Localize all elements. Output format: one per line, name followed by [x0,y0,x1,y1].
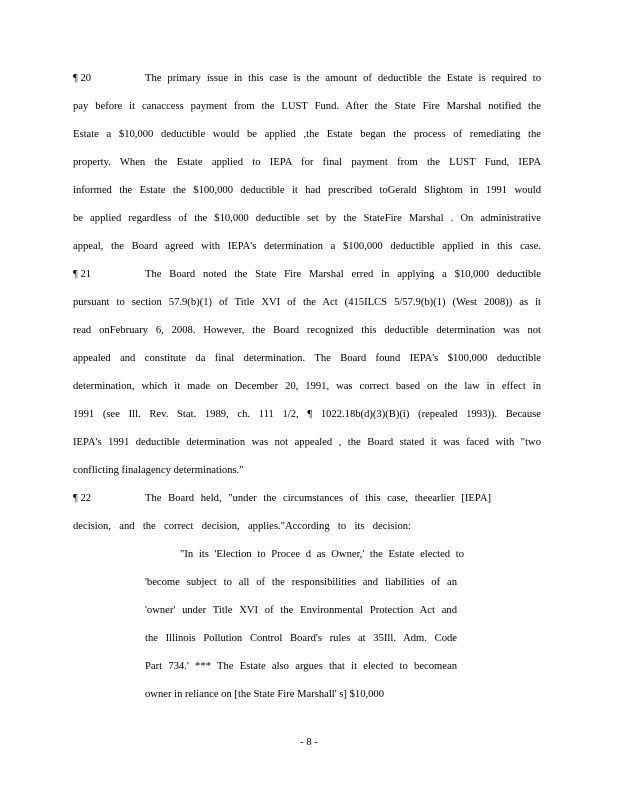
paragraph-number: ¶ 21 [73,269,92,280]
block-quote-line: owner in reliance on [the State Fire Marshall' s] $10,000 [145,689,385,700]
block-quote-line: 'owner' under Title XVI of the Environmental Protection Act and [145,605,457,616]
paragraph-number: ¶ 20 [73,73,92,84]
paragraph-line: pay before it canaccess payment from the LUST Fund. After the State Fire Marshal notified the [73,101,541,112]
paragraph-line: pursuant to section 57.9(b)(1) of Title XVI of the Act (415ILCS 5/57.9(b)(1) (West 2008)) as it [73,297,541,308]
paragraph-line: informed the Estate the $100,000 deductible it had prescribed toGerald Slightom in 1991 would [73,185,541,196]
paragraph-line: conflicting finalagency determinations." [73,465,244,476]
paragraph-line: appealed and constitute da final determination. The Board found IEPA's $100,000 deductible [73,353,541,364]
page-number: - 8 - [300,737,318,748]
paragraph-20-first-line [73,72,541,86]
paragraph-number: ¶ 22 [73,493,92,504]
paragraph-line: be applied regardless of the $10,000 deductible set by the StateFire Marshal . On administrative [73,213,541,224]
paragraph-line: IEPA's 1991 deductible determination was not appealed , the Board stated it was faced with "two [73,437,541,448]
paragraph-text: The Board held, "under the circumstances of this case, theearlier [IEPA] [145,493,491,504]
paragraph-line: appeal, the Board agreed with IEPA's determination a $100,000 deductible applied in this case. [73,241,541,252]
paragraph-line: property. When the Estate applied to IEPA for final payment from the LUST Fund, IEPA [73,157,541,168]
paragraph-text: The Board noted the State Fire Marshal erred in applying a $10,000 deductible [145,269,541,280]
block-quote-line: the Illinois Pollution Control Board's rules at 35Ill. Adm. Code [145,633,457,644]
paragraph-line: decision, and the correct decision, applies."According to its decision: [73,521,411,532]
paragraph-22-first-line [73,492,491,506]
paragraph-21-first-line [73,268,541,282]
paragraph-line: read onFebruary 6, 2008. However, the Board recognized this deductible determination was not [73,325,541,336]
block-quote-line: Part 734.' *** The Estate also argues that it elected to becomean [145,661,457,672]
paragraph-text: The primary issue in this case is the amount of deductible the Estate is required to [145,73,541,84]
paragraph-line: determination, which it made on December 20, 1991, was correct based on the law in effect in [73,381,541,392]
paragraph-line: 1991 (see Ill. Rev. Stat. 1989, ch. 111 1/2, ¶ 1022.18b(d)(3)(B)(i) (repealed 1993)). Because [73,409,541,420]
block-quote-line: "In its 'Election to Procee d as Owner,' the Estate elected to [180,549,464,560]
block-quote-line: 'become subject to all of the responsibilities and liabilities of an [145,577,457,588]
paragraph-line: Estate a $10,000 deductible would be applied ,the Estate began the process of remediating the [73,129,541,140]
